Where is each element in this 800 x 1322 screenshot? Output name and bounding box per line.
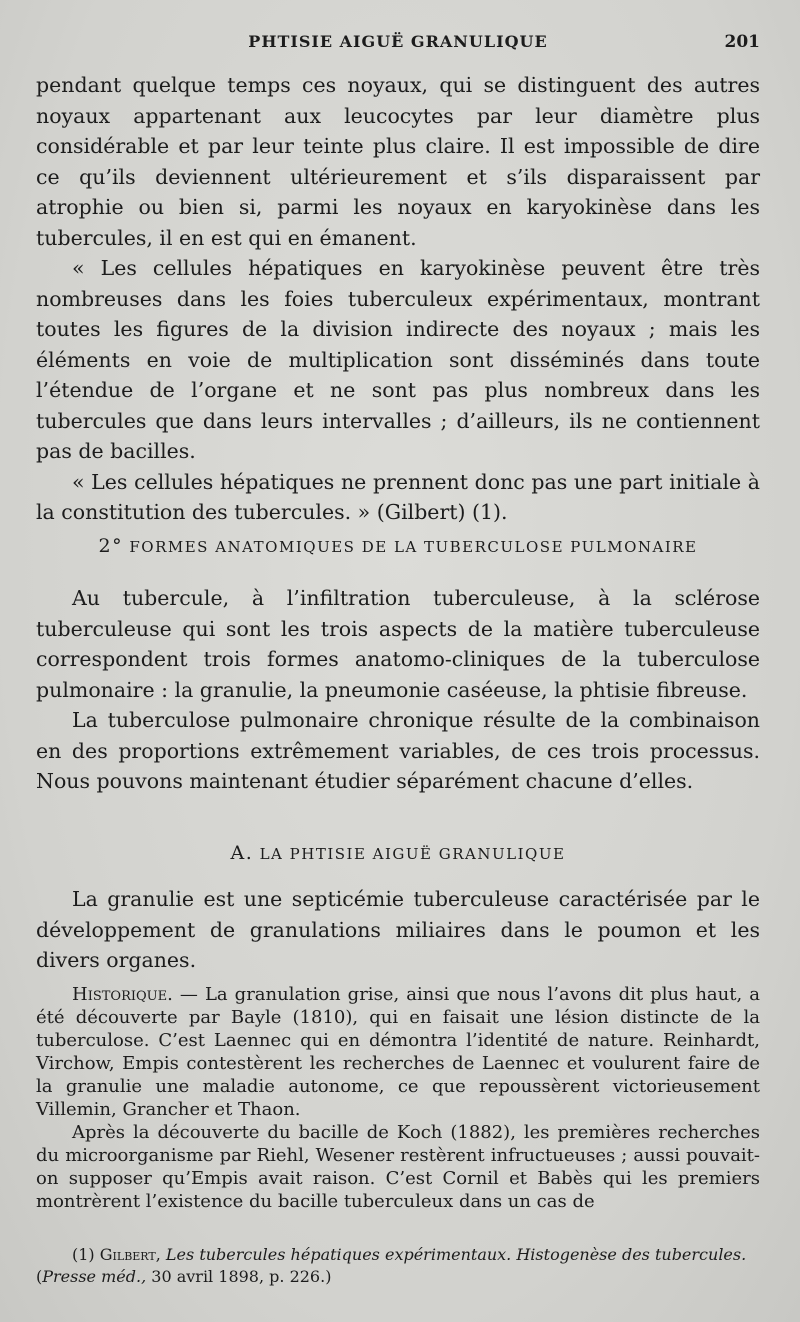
paragraph-quote-1: « Les cellules hépatiques en karyokinèse peuvent être très nombreuses dans les foies tuberculeux expérimentaux, montrant toutes les figures de la division indirecte des noyaux ; mais les éléments en voie de multiplication sont disséminés dans toute l’étendue de l’organe et ne sont pas plus nombreux dans les tubercules que dans leurs intervalles ; d’ailleurs, ils ne contiennent pas de bacilles. (36, 256, 760, 463)
paragraph-quote-2: « Les cellules hépatiques ne prennent donc pas une part initiale à la constitution des tubercules. » (Gilbert) (1). (36, 469, 760, 524)
footnote-title: Les tubercules hépatiques expérimentaux. Histogenèse des tubercules. (165, 1245, 747, 1264)
footnote-details: 30 avril 1898, p. 226.) (151, 1267, 332, 1286)
page-number: 201 (724, 32, 760, 52)
section-2-title: FORMES ANATOMIQUES DE LA TUBERCULOSE PULMONAIRE (129, 538, 698, 556)
koch-paragraph: Après la découverte du bacille de Koch (1882), les premières recherches du microorganisme par Riehl, Wesener restèrent infructueuses ; aussi pouvait-on supposer qu’Empis avait raison. C’est Cornil et Babès qui les premiers montrèrent l’existence du bacille tuberculeux dans un cas de (36, 1122, 760, 1212)
section-a-heading (36, 842, 760, 864)
footnote-marker: (1) (72, 1245, 95, 1264)
section-2-text (36, 583, 760, 797)
section-2-number: 2° (98, 535, 124, 557)
running-head (36, 32, 760, 56)
running-title: PHTISIE AIGUË GRANULIQUE (248, 32, 548, 51)
footnote-text (36, 1244, 760, 1288)
footnote-author: Gilbert, (99, 1245, 161, 1264)
top-text-block (36, 70, 760, 528)
footnote (36, 1244, 760, 1288)
historique-label: Historique. (72, 984, 173, 1005)
footnote-source: Presse méd., (42, 1267, 147, 1286)
historique-paragraph (36, 983, 760, 1121)
historique-text: — La granulation grise, ainsi que nous l’avons dit plus haut, a été découverte par Bayle (1810), qui en faisait une lésion distincte de la tuberculose. C’est Laennec qui en démontra l’identité de nature. Reinhardt, Virchow, Empis contestèrent les recherches de Laennec et voulurent faire de la granulie une maladie autonome, ce que repoussèrent victorieusement Villemin, Grancher et Thaon. (36, 984, 760, 1120)
paragraph-continuation: pendant quelque temps ces noyaux, qui se distinguent des autres noyaux appartenant aux leucocytes par leur diamètre plus considérable et par leur teinte plus claire. Il est impossible de dire ce qu’ils deviennent ultérieurement et s’ils disparaissent par atrophie ou bien si, parmi les noyaux en karyokinèse dans les tubercules, il en est qui en émanent. (36, 73, 760, 250)
section-2-paragraph-1: Au tubercule, à l’infiltration tuberculeuse, à la sclérose tuberculeuse qui sont les trois aspects de la matière tuberculeuse correspondent trois formes anatomo-cliniques de la tuberculose pulmonaire : la granulie, la pneumonie caséeuse, la phtisie fibreuse. (36, 586, 760, 702)
section-2-paragraph-2: La tuberculose pulmonaire chronique résulte de la combinaison en des proportions extrêmement variables, de ces trois processus. Nous pouvons maintenant étudier séparément chacune d’elles. (36, 708, 760, 793)
section-a-title: LA PHTISIE AIGUË GRANULIQUE (259, 845, 566, 863)
section-a-intro (36, 884, 760, 976)
section-a-letter: A. (230, 842, 254, 864)
footnote-open-paren: ( (36, 1267, 43, 1286)
historique-block (36, 983, 760, 1213)
section-2-heading (36, 535, 760, 557)
section-a-intro-paragraph: La granulie est une septicémie tuberculeuse caractérisée par le développement de granulations miliaires dans le poumon et les divers organes. (36, 887, 760, 972)
